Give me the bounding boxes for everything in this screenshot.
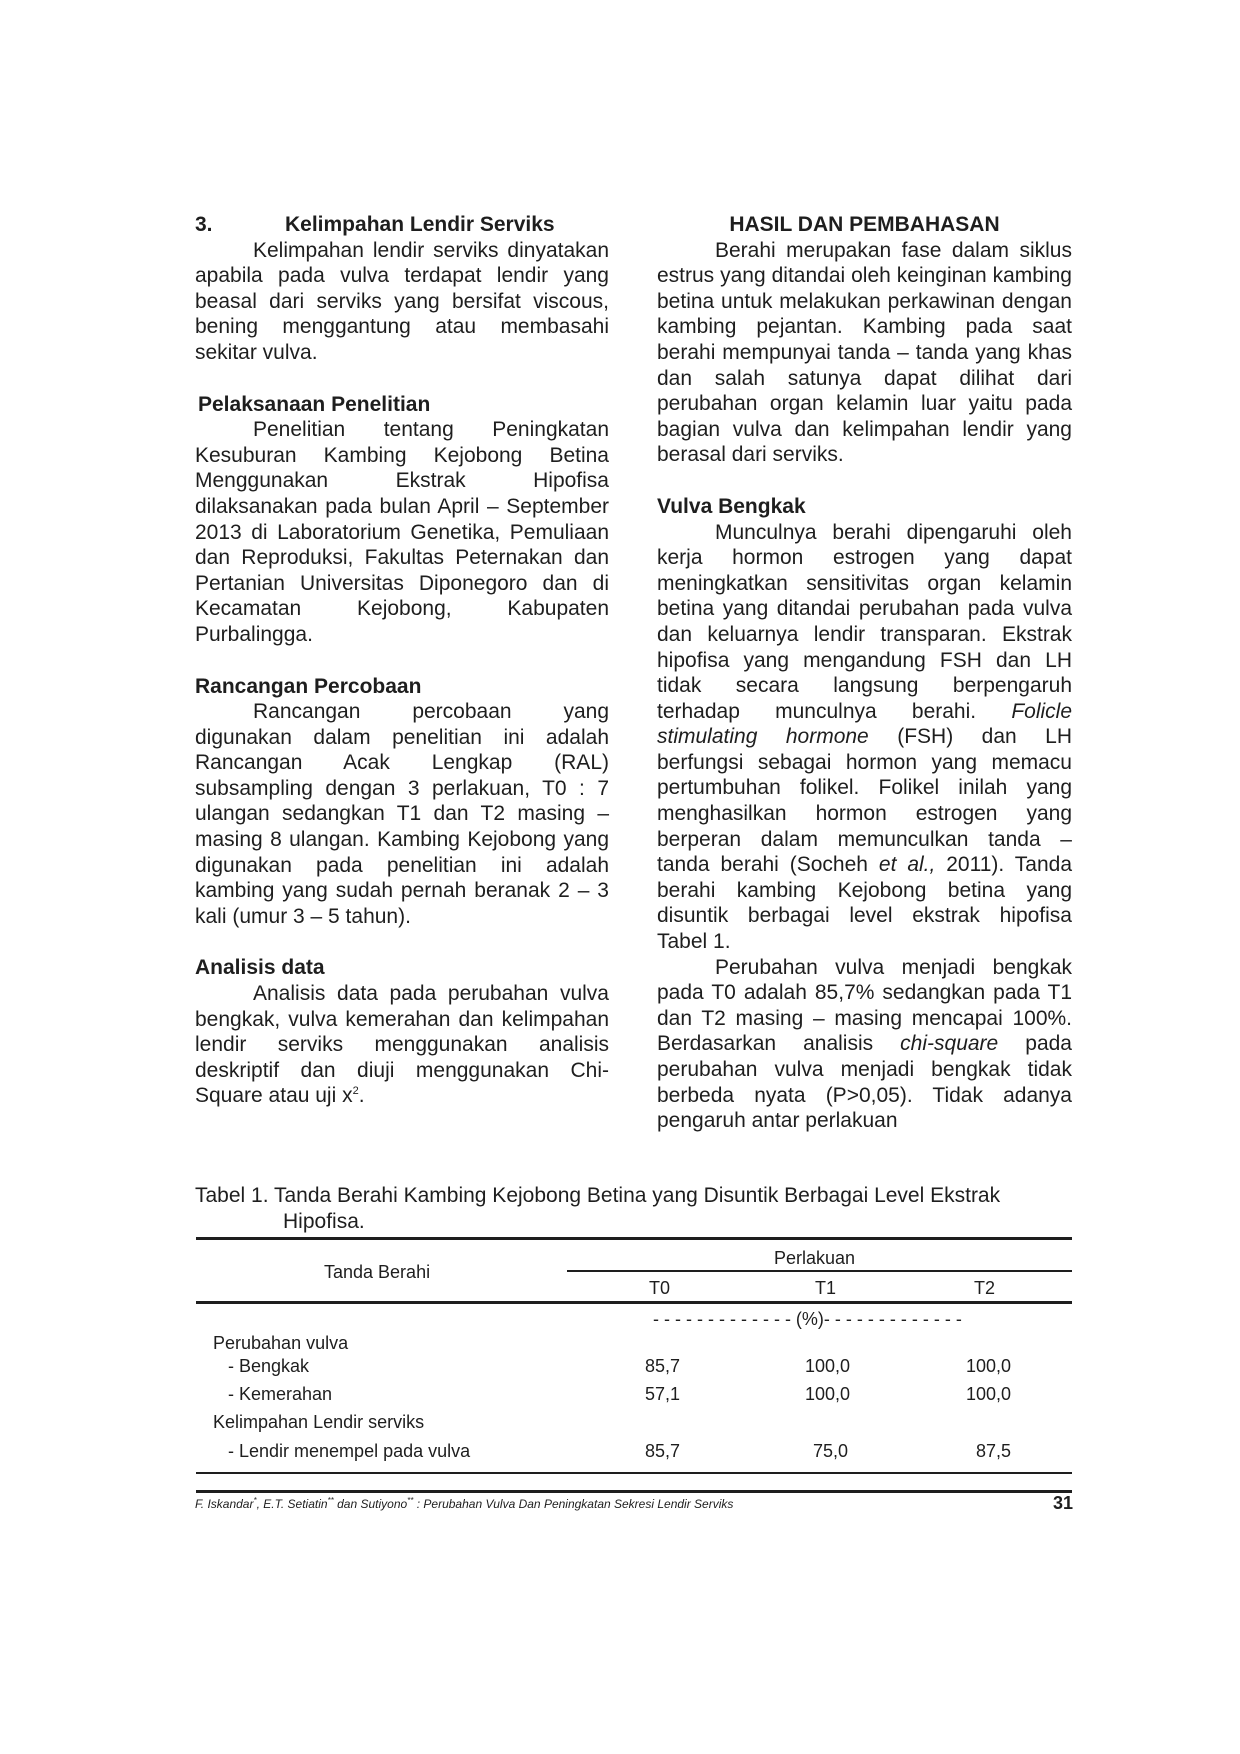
page-footer xyxy=(195,1493,1073,1513)
hasil-body: Berahi merupakan fase dalam siklus estrus yang ditandai oleh keinginan kambing betina untuk melakukan perkawinan dengan kambing pejantan. Kambing pada saat berahi mempunyai tanda – tanda yang khas dan salah satunya dapat dilihat dari perubahan organ kelamin luar yaitu pada bagian vulva dan kelimpahan lendir yang berasal dari serviks. xyxy=(657,238,1072,467)
perubahan-body xyxy=(657,955,1072,1134)
group-kelimpahan: Kelimpahan Lendir serviks xyxy=(213,1412,425,1432)
header-perlakuan: Perlakuan xyxy=(774,1248,856,1268)
right-column xyxy=(657,212,1072,1134)
analisis-body xyxy=(195,981,609,1109)
pelaksanaan-heading: Pelaksanaan Penelitian xyxy=(198,392,431,416)
analisis-heading: Analisis data xyxy=(195,956,325,980)
row-t0: 85,7 xyxy=(645,1356,681,1376)
author-2: , E.T. Setiatin xyxy=(256,1497,328,1511)
author-mark: ** xyxy=(327,1496,334,1505)
row-t0: 57,1 xyxy=(645,1384,681,1404)
perubahan-text-b: pada perubahan vulva menjadi bengkak tidak berbeda nyata (P>0,05). Tidak adanya pengaruh antar perlakuan xyxy=(657,1032,1072,1133)
table-bottom-rule xyxy=(196,1472,1072,1474)
section-3-heading xyxy=(195,212,609,238)
hasil-heading: HASIL DAN PEMBAHASAN xyxy=(729,213,1000,236)
header-tanda-berahi: Tanda Berahi xyxy=(324,1262,431,1282)
row-t0: 85,7 xyxy=(645,1441,681,1461)
vulva-italic: Folicle stimulating hormone xyxy=(657,699,1072,749)
row-t1: 75,0 xyxy=(813,1441,849,1461)
vulva-heading: Vulva Bengkak xyxy=(657,494,806,518)
caption-line-2: Hipofisa. xyxy=(283,1209,365,1233)
superscript: 2 xyxy=(352,1085,359,1098)
col-t0: T0 xyxy=(649,1278,671,1298)
row-t2: 100,0 xyxy=(966,1384,1012,1404)
perlakuan-rule xyxy=(567,1270,1072,1272)
row-t1: 100,0 xyxy=(805,1356,851,1376)
vulva-text-a: Munculnya berahi dipengaruhi oleh kerja hormon estrogen yang dapat meningkatkan sensitivitas organ kelamin betina yang ditandai perubahan pada vulva dan keluarnya lendir transparan. Ekstrak hipofisa yang mengandung FSH dan LH tidak secara langsung berpengaruh terhadap munculnya berahi. xyxy=(657,520,1072,723)
vulva-text-b: (FSH) dan LH berfungsi sebagai hormon yang memacu pertumbuhan folikel. Folikel inilah yang menghasilkan hormon estrogen yang berperan dalam memunculkan tanda – tanda berahi (Socheh xyxy=(657,725,1073,877)
section-3-body: Kelimpahan lendir serviks dinyatakan apabila pada vulva terdapat lendir yang beasal dari serviks yang bersifat viscous, bening menggantung atau membasahi sekitar vulva. xyxy=(195,238,609,364)
et-al: et al., xyxy=(878,853,936,877)
author-mark: ** xyxy=(407,1496,414,1505)
analisis-text: Analisis data pada perubahan vulva bengkak, vulva kemerahan dan kelimpahan lendir serviks menggunakan analisis deskriptif dan diuji menggunakan Chi-Square atau uji x xyxy=(195,982,609,1108)
page-number: 31 xyxy=(1052,1493,1073,1513)
author-3: dan Sutiyono xyxy=(333,1497,408,1511)
table-top-rule xyxy=(196,1237,1072,1240)
row-t1: 100,0 xyxy=(805,1384,851,1404)
col-t2: T2 xyxy=(974,1278,996,1298)
section-title: Kelimpahan Lendir Serviks xyxy=(285,213,555,236)
caption-line-1: Tabel 1. Tanda Berahi Kambing Kejobong Betina yang Disuntik Berbagai Level Ekstrak xyxy=(195,1184,1001,1207)
author-mark: * xyxy=(253,1496,257,1505)
author-1: F. Iskandar xyxy=(195,1497,254,1511)
row-label: - Lendir menempel pada vulva xyxy=(228,1441,471,1461)
rancangan-body: Rancangan percobaan yang digunakan dalam penelitian ini adalah Rancangan Acak Lengkap (RAL) subsampling dengan 3 perlakuan, T0 : 7 ulangan sedangkan T1 dan T2 masing – masing 8 ulangan. Kambing Kejobong yang digunakan pada penelitian ini adalah kambing yang sudah pernah beranak 2 – 3 kali (umur 3 – 5 tahun). xyxy=(195,700,609,928)
row-label: - Bengkak xyxy=(228,1356,310,1376)
perubahan-text-a: Perubahan vulva menjadi bengkak pada T0 adalah 85,7% sedangkan pada T1 dan T2 masing – masing mencapai 100%. Berdasarkan analisis xyxy=(657,955,1072,1056)
analisis-end: . xyxy=(358,1084,365,1108)
col-t1: T1 xyxy=(815,1278,837,1298)
group-perubahan-vulva: Perubahan vulva xyxy=(213,1333,349,1353)
section-number: 3. xyxy=(195,213,213,236)
header-bottom-rule xyxy=(196,1301,1072,1304)
left-column xyxy=(195,212,609,1109)
chi-square-italic: chi-square xyxy=(900,1032,999,1056)
unit-row: - - - - - - - - - - - - - (%)- - - - - - - - - - - - - xyxy=(653,1309,962,1329)
table-caption xyxy=(195,1183,1075,1234)
running-title: : Perubahan Vulva Dan Peningkatan Sekresi Lendir Serviks xyxy=(413,1497,734,1511)
row-t2: 100,0 xyxy=(966,1356,1012,1376)
pelaksanaan-body: Penelitian tentang Peningkatan Kesuburan Kambing Kejobong Betina Menggunakan Ekstrak Hipofisa dilaksanakan pada bulan April – September 2013 di Laboratorium Genetika, Pemuliaan dan Reproduksi, Fakultas Peternakan dan Pertanian Universitas Diponegoro dan di Kecamatan Kejobong, Kabupaten Purbalingga. xyxy=(195,418,609,646)
footer-rule xyxy=(196,1490,1072,1493)
row-t2: 87,5 xyxy=(976,1441,1012,1461)
vulva-body xyxy=(657,520,1072,955)
rancangan-heading: Rancangan Percobaan xyxy=(195,674,422,698)
row-label: - Kemerahan xyxy=(228,1384,333,1404)
vulva-text-c: 2011). Tanda berahi kambing Kejobong betina yang disuntik berbagai level ekstrak hipofisa Tabel 1. xyxy=(657,853,1072,954)
